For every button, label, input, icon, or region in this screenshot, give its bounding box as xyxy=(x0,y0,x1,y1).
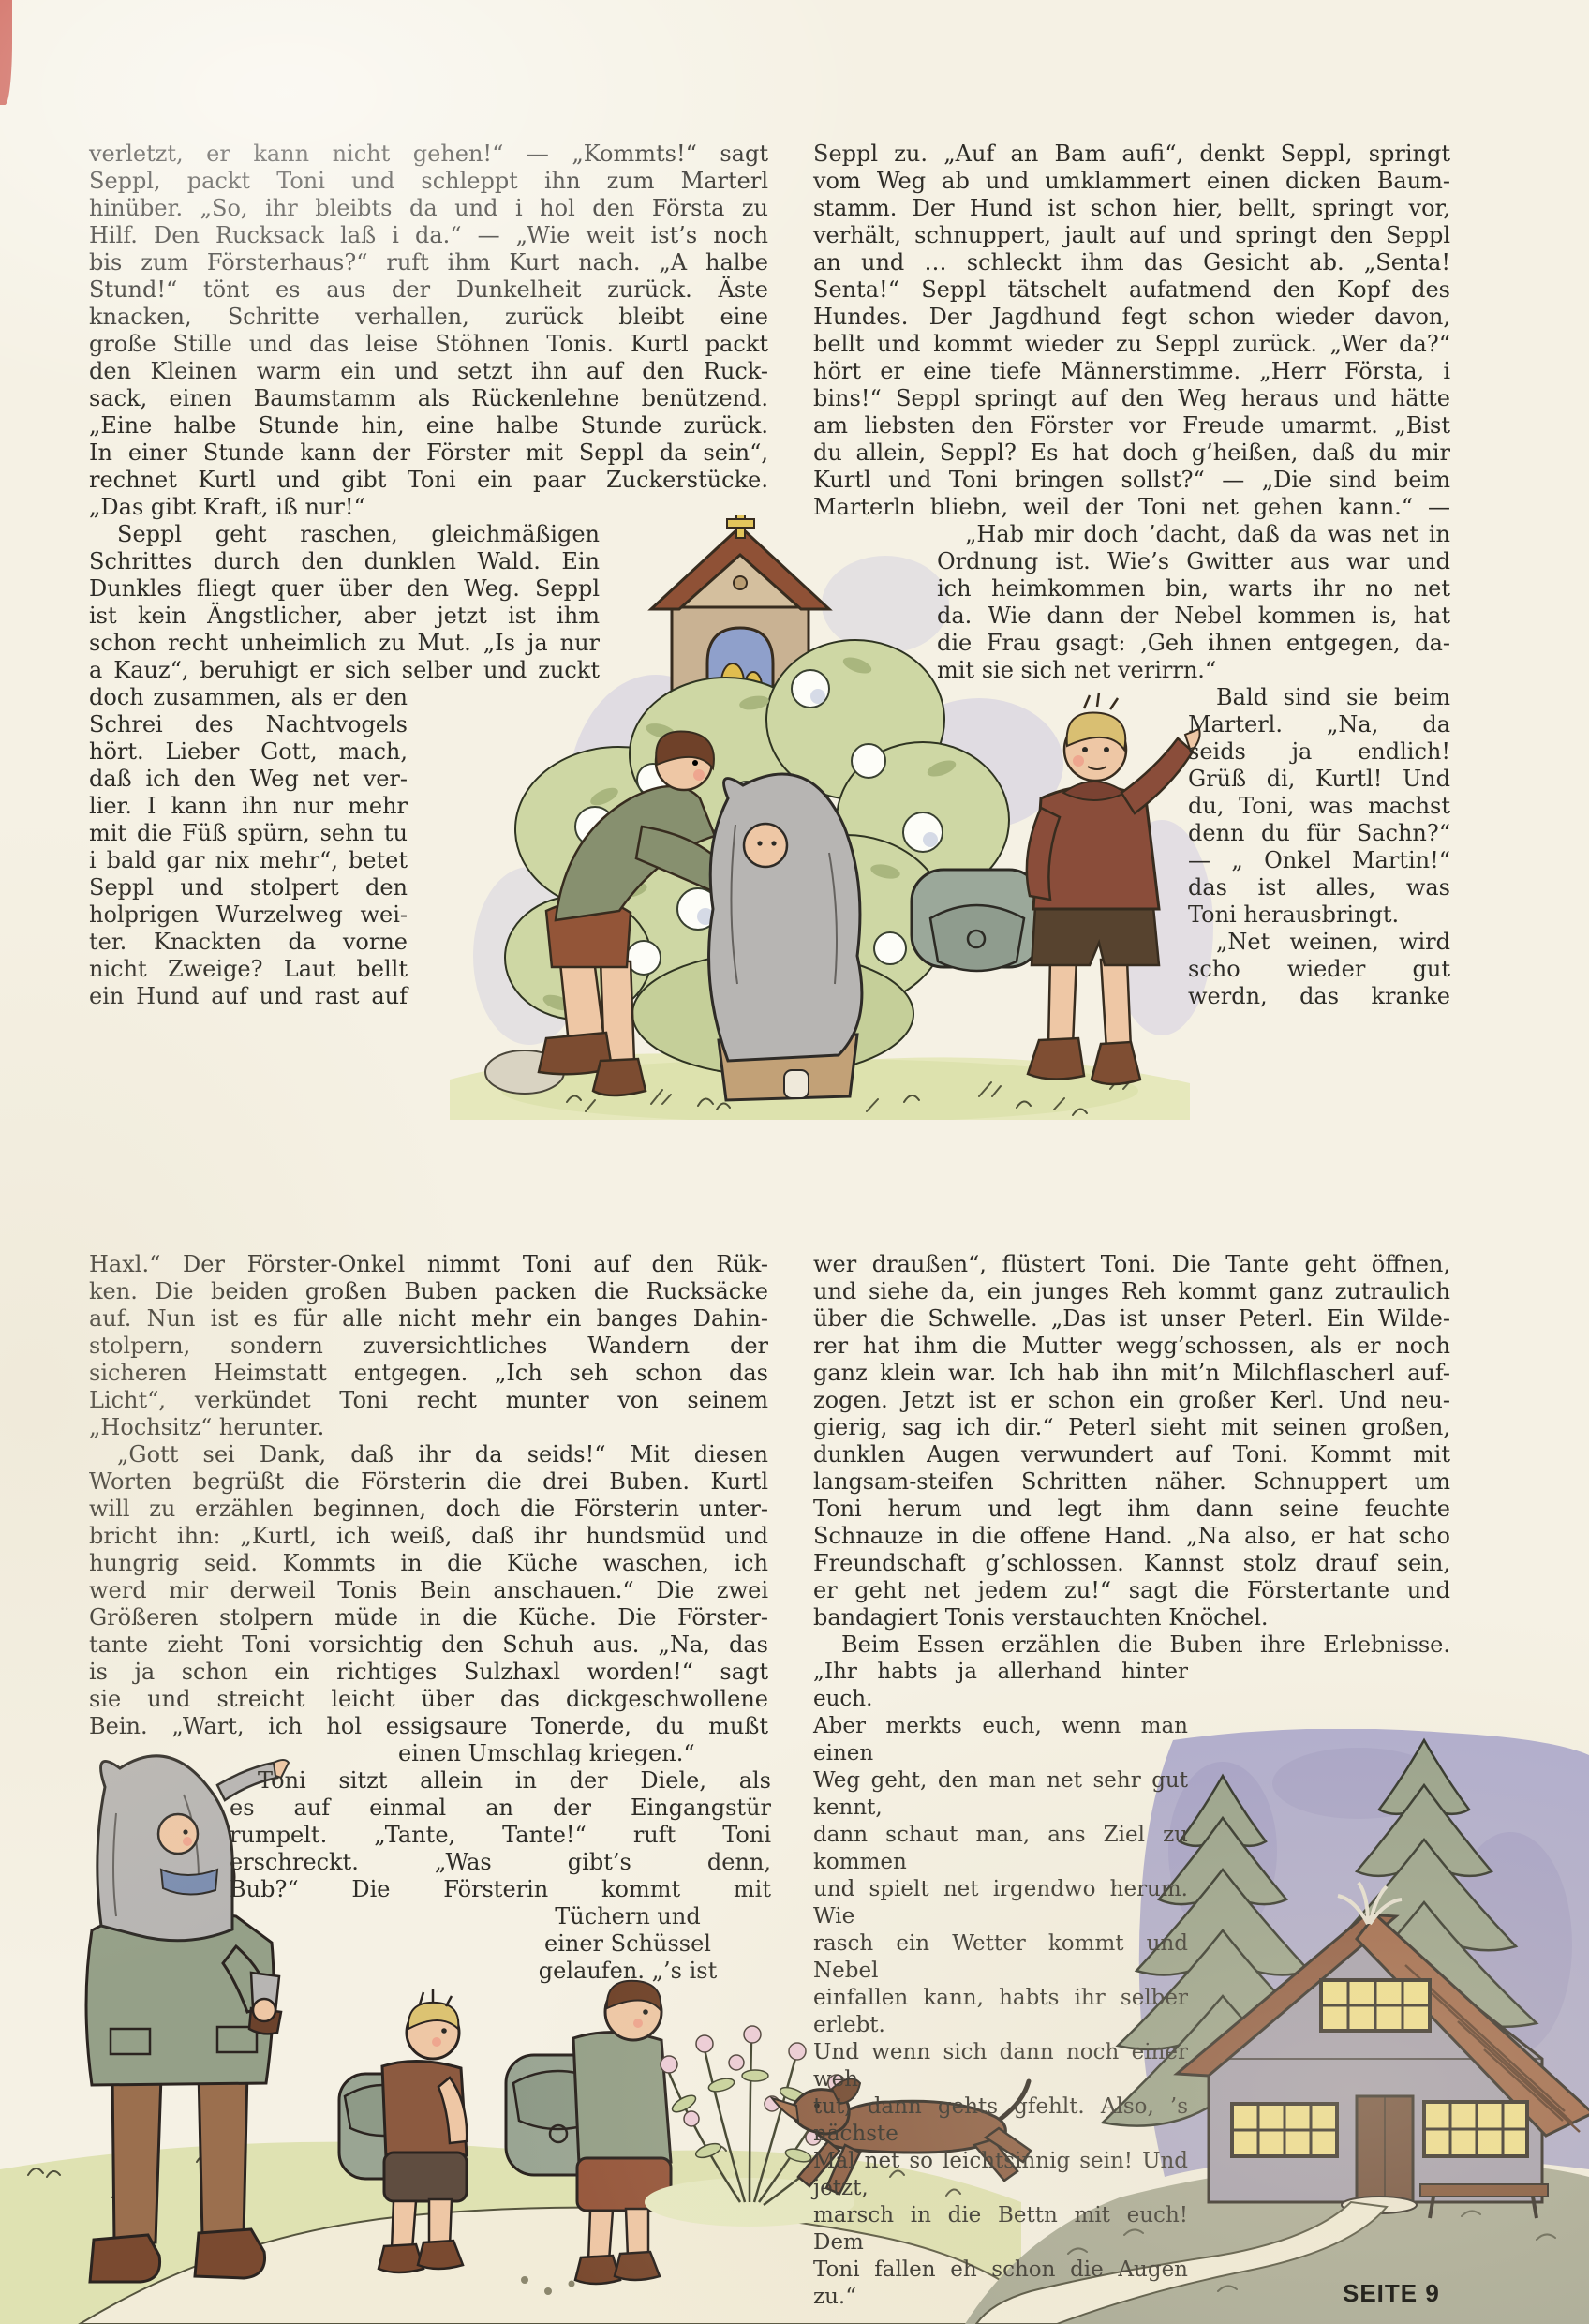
text-line: — „ Onkel Martin!“ xyxy=(1188,847,1450,873)
page-number: SEITE 9 xyxy=(1343,2279,1440,2307)
text-line: rumpelt. „Tante, Tante!“ ruft Toni xyxy=(230,1822,771,1848)
text-line: holprigen Wurzelweg wei- xyxy=(89,901,408,928)
text-line: einer Schüssel xyxy=(544,1930,711,1957)
text-line: Seppl, packt Toni und schleppt ihn zum Marterl xyxy=(89,168,768,194)
text-line: Weg geht, den man net sehr gut kennt, xyxy=(813,1768,1188,1820)
text-line: Kurtl und Toni bringen sollst?“ — „Die sind beim xyxy=(813,467,1450,493)
text-line: am liebsten den Förster vor Freude umarmt. „Bist xyxy=(813,412,1450,439)
text-line: rechnet Kurtl und gibt Toni ein paar Zuckerstücke. xyxy=(89,467,768,493)
paragraph-right-bottom-lecture xyxy=(813,1659,1188,2311)
text-line: Schnauze in die offene Hand. „Na also, er hat scho xyxy=(813,1523,1450,1549)
text-line: bricht ihn: „Kurtl, ich weiß, daß ihr hundsmüd und xyxy=(89,1523,768,1549)
text-line: Größeren stolpern müde in die Küche. Die Förster- xyxy=(89,1604,768,1631)
text-line: i bald gar nix mehr“, betet xyxy=(89,847,408,873)
paragraph-left-bottom-b xyxy=(89,1441,768,1740)
text-line: nicht Zweige? Laut bellt xyxy=(89,956,408,982)
text-line: Senta!“ Seppl tätschelt aufatmend den Kopf des xyxy=(813,276,1450,303)
text-line: Schrittes durch den dunklen Wald. Ein xyxy=(89,548,600,574)
text-line: hört er eine tiefe Männerstimme. „Herr Första, i xyxy=(813,358,1450,384)
text-line: Seppl zu. „Auf an Bam aufi“, denkt Seppl, springt xyxy=(813,141,1450,167)
text-line: du, Toni, was machst xyxy=(1188,793,1450,819)
text-line: knacken, Schritte verhallen, zurück bleibt eine xyxy=(89,304,768,330)
text-line: rasch ein Wetter kommt und Nebel xyxy=(813,1931,1188,1983)
text-line: einfallen kann, habts ihr selber erlebt. xyxy=(813,1986,1188,2037)
text-line: du allein, Seppl? Es hat doch g’heißen, daß du mir xyxy=(813,439,1450,466)
text-line: Hilf. Den Rucksack laß i da.“ — „Wie weit ist’s noch xyxy=(89,222,768,248)
toni-wrapped-in-blanket xyxy=(709,774,862,1100)
text-line: ein Hund auf und rast auf xyxy=(89,983,408,1009)
text-line: vom Weg ab und umklammert einen dicken Baum- xyxy=(813,168,1450,194)
paragraph-right-mid-indent xyxy=(937,521,1450,684)
text-line: scho wieder gut xyxy=(1188,956,1450,982)
paragraph-right-mid-narrow-a xyxy=(1188,684,1450,929)
text-line: Marterl. „Na, da xyxy=(1188,711,1450,737)
lit-window-gable xyxy=(1321,1980,1430,2031)
text-line: bellt und kommt wieder zu Seppl zurück. „Wer da?“ xyxy=(813,331,1450,357)
text-line: marsch in die Bettn mit euch! Dem xyxy=(813,2203,1188,2255)
text-line: gelaufen. „’s ist xyxy=(538,1958,718,1984)
paragraph-left-bottom-a xyxy=(89,1251,768,1441)
text-line: Stund!“ tönt es aus der Dunkelheit zurück. Äste xyxy=(89,276,768,303)
text-line: hungrig seid. Kommts in die Küche waschen, ich xyxy=(89,1550,768,1576)
text-line: denn du für Sachn?“ xyxy=(1188,820,1450,846)
text-line: langsam-steifen Schritten näher. Schnuppert um xyxy=(813,1468,1450,1495)
paragraph-right-top xyxy=(813,141,1450,521)
text-line: ter. Knackten da vorne xyxy=(89,929,408,955)
text-line: sicheren Heimstatt entgegen. „Ich seh schon das xyxy=(89,1360,768,1386)
text-line: daß ich den Weg net ver- xyxy=(89,766,408,792)
text-line: ken. Die beiden großen Buben packen die Rucksäcke xyxy=(89,1278,768,1304)
text-line: erschreckt. „Was gibt’s denn, xyxy=(230,1849,771,1875)
text-line: ich heimkommen bin, warts ihr no net xyxy=(937,575,1450,602)
text-line: Und wenn sich dann noch einer weh xyxy=(813,2040,1188,2092)
text-line: Hundes. Der Jagdhund fegt schon wieder davon, xyxy=(813,304,1450,330)
text-line: Mal net so leichtsinnig sein! Und jetzt, xyxy=(813,2149,1188,2200)
paragraph-left-mid-narrow xyxy=(89,684,408,1010)
lit-window-right xyxy=(1424,2102,1527,2156)
text-line: über die Schwelle. „Das ist unser Peterl. Ein Wilde- xyxy=(813,1305,1450,1332)
text-line: a Kauz“, beruhigt er sich selber und zuckt xyxy=(89,657,600,683)
text-line: gierig, sag ich dir.“ Peterl sieht mit seinen großen, xyxy=(813,1414,1450,1440)
text-line: lier. I kann ihn nur mehr xyxy=(89,793,408,819)
text-line: ist kein Ängstlicher, aber jetzt ist ihm xyxy=(89,603,600,629)
text-line: Toni sitzt allein in der Diele, als xyxy=(258,1767,771,1794)
text-line: Marterln bliebn, weil der Toni net gehen kann.“ — xyxy=(813,494,1450,520)
text-line: „Das gibt Kraft, iß nur!“ xyxy=(89,494,365,520)
text-line: bandagiert Tonis verstauchten Knöchel. xyxy=(813,1604,1269,1631)
text-line: es auf einmal an der Eingangstür xyxy=(230,1795,771,1821)
text-line: ganz klein war. Ich hab ihn mit’n Milchflascherl auf- xyxy=(813,1360,1450,1386)
text-line: „Eine halbe Stunde hin, eine halbe Stunde zurück. xyxy=(89,412,768,439)
text-line: den Kleinen warm ein und setzt ihn auf den Ruck- xyxy=(89,358,768,384)
text-line: Tüchern und xyxy=(555,1903,701,1929)
text-line: werd mir derweil Tonis Bein anschauen.“ Die zwei xyxy=(89,1577,768,1603)
text-line: Toni fallen eh schon die Augen zu.“ xyxy=(813,2257,1188,2309)
text-line: Seppl und stolpert den xyxy=(89,874,408,901)
text-line: tut, dann gehts gfehlt. Also, ’s nächste xyxy=(813,2094,1188,2146)
text-line: werdn, das kranke xyxy=(1188,983,1450,1009)
text-line: und siehe da, ein junges Reh kommt ganz zutraulich xyxy=(813,1278,1450,1304)
text-line: große Stille und das leise Stöhnen Tonis. Kurtl packt xyxy=(89,331,768,357)
text-line: stamm. Der Hund ist schon hier, bellt, springt vor, xyxy=(813,195,1450,221)
text-line: sie und streicht leicht über das dickgeschwollene xyxy=(89,1686,768,1712)
text-line: stolpern, sondern zuversichtliches Wandern der xyxy=(89,1333,768,1359)
text-line: Ordnung ist. Wie’s Gwitter aus war und xyxy=(937,548,1450,574)
text-line: Licht“, verkündet Toni recht munter von seinem xyxy=(89,1387,768,1413)
paragraph-right-bottom-essen xyxy=(813,1631,1450,1659)
text-line: seids ja endlich! xyxy=(1188,738,1450,765)
text-line: bis zum Försterhaus?“ ruft ihm Kurt nach. „A halbe xyxy=(89,249,768,276)
text-line: „Gott sei Dank, daß ihr da seids!“ Mit diesen xyxy=(117,1441,768,1467)
text-line: Bein. „Wart, ich hol essigsaure Tonerde, du mußt xyxy=(89,1713,768,1739)
text-line: Dunkles fliegt quer über den Weg. Seppl xyxy=(89,575,600,602)
text-line: das ist alles, was xyxy=(1188,874,1450,901)
text-line: „Net weinen, wird xyxy=(1216,929,1450,955)
text-line: „Hab mir doch ’dacht, daß da was net in xyxy=(965,521,1450,547)
text-line: tante zieht Toni vorsichtig den Schuh aus. „Na, das xyxy=(89,1631,768,1658)
text-line: Toni herum und legt ihm dann seine feuchte xyxy=(813,1496,1450,1522)
text-line: an und … schleckt ihm das Gesicht ab. „Senta! xyxy=(813,249,1450,276)
text-line: hinüber. „So, ihr bleibts da und i hol den Första zu xyxy=(89,195,768,221)
text-line: Aber merkts euch, wenn man einen xyxy=(813,1714,1188,1765)
text-line: verhält, schnuppert, jault auf und springt den Seppl xyxy=(813,222,1450,248)
text-line: Bub?“ Die Försterin kommt mit xyxy=(230,1876,771,1902)
paragraph-left-mid-wide xyxy=(89,521,600,684)
paragraph-right-bottom-a xyxy=(813,1251,1450,1631)
paragraph-right-mid-narrow-b xyxy=(1188,929,1450,1010)
text-line: Beim Essen erzählen die Buben ihre Erlebnisse. xyxy=(841,1631,1450,1658)
text-line: Grüß di, Kurtl! Und xyxy=(1188,766,1450,792)
paragraph-left-bottom-diele xyxy=(230,1767,771,1903)
text-line: is ja schon ein richtiges Sulzhaxl worden!“ sagt xyxy=(89,1659,768,1685)
text-line: Seppl geht raschen, gleichmäßigen xyxy=(117,521,600,547)
red-scan-artifact xyxy=(0,0,12,105)
text-line: Toni herausbringt. xyxy=(1188,901,1400,928)
text-line: dunklen Augen verwundert auf Toni. Kommt mit xyxy=(813,1441,1450,1467)
text-line: und spielt net irgendwo herum. Wie xyxy=(813,1877,1188,1929)
text-line: verletzt, er kann nicht gehen!“ — „Kommts!“ sagt xyxy=(89,141,768,167)
text-line: mit die Füß spürn, sehn tu xyxy=(89,820,408,846)
text-line: Haxl.“ Der Förster-Onkel nimmt Toni auf den Rük- xyxy=(89,1251,768,1277)
text-line: zogen. Jetzt ist er schon ein großer Kerl. Und neu- xyxy=(813,1387,1450,1413)
text-line: da. Wie dann der Nebel kommen is, hat xyxy=(937,603,1450,629)
rucksack xyxy=(912,870,1041,971)
text-line: doch zusammen, als er den xyxy=(89,684,408,710)
text-line: dann schaut man, ans Ziel zu kommen xyxy=(813,1823,1188,1874)
text-line: will zu erzählen beginnen, doch die Försterin unter- xyxy=(89,1496,768,1522)
text-line: die Frau gsagt: ‚Geh ihnen entgegen, da- xyxy=(937,630,1450,656)
text-line: „Hochsitz“ herunter. xyxy=(89,1414,325,1440)
text-line: Freundschaft g’schlossen. Kannst stolz drauf sein, xyxy=(813,1550,1450,1576)
text-line: auf. Nun ist es für alle nicht mehr ein banges Dahin- xyxy=(89,1305,768,1332)
text-line: In einer Stunde kann der Förster mit Seppl da sein“, xyxy=(89,439,768,466)
text-line: rer hat ihm die Mutter wegg’schossen, als er noch xyxy=(813,1333,1450,1359)
text-line: Worten begrüßt die Försterin die drei Buben. Kurtl xyxy=(89,1468,768,1495)
text-line: „Ihr habts ja allerhand hinter euch. xyxy=(813,1660,1188,1711)
text-line: bins!“ Seppl springt auf den Weg heraus und hätte xyxy=(813,385,1450,411)
text-line: wer draußen“, flüstert Toni. Die Tante geht öffnen, xyxy=(813,1251,1450,1277)
text-line: Schrei des Nachtvogels xyxy=(89,711,408,737)
line-umschlag: einen Umschlag kriegen.“ xyxy=(398,1740,695,1766)
text-line: Bald sind sie beim xyxy=(1216,684,1450,710)
text-line: schon recht unheimlich zu Mut. „Is ja nur xyxy=(89,630,600,656)
paragraph-left-top xyxy=(89,141,768,521)
text-line: mit sie sich net verirrn.“ xyxy=(937,657,1217,683)
lit-window-left xyxy=(1232,2104,1337,2156)
text-line: er geht net jedem zu!“ sagt die Förstertante und xyxy=(813,1577,1450,1603)
text-line: hört. Lieber Gott, mach, xyxy=(89,738,408,765)
text-line: sack, einen Baumstamm als Rückenlehne benützend. xyxy=(89,385,768,411)
paragraph-left-bottom-tuecher xyxy=(511,1903,745,1985)
